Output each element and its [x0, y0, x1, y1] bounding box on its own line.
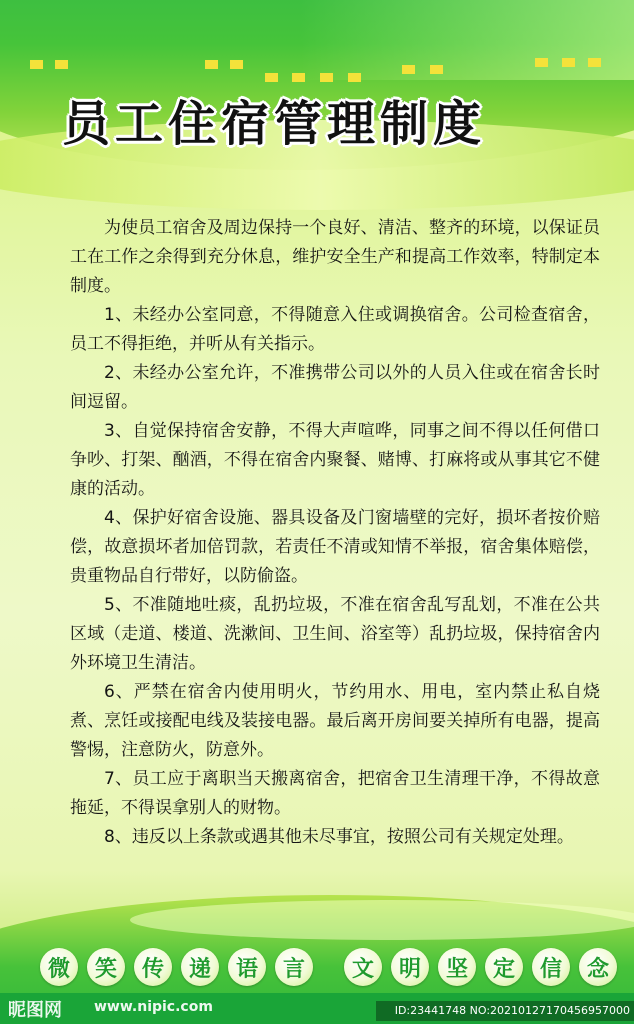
- slogan-char: 定: [485, 948, 523, 986]
- slogan-char: 言: [275, 948, 313, 986]
- deco-square: [348, 73, 361, 82]
- rule-paragraph: 4、保护好宿舍设施、器具设备及门窗墙壁的完好，损坏者按价赔偿，故意损坏者加倍罚款，若责任不清或知情不举报，宿舍集体赔偿，贵重物品自行带好，以防偷盗。: [70, 508, 600, 586]
- deco-square: [588, 58, 601, 67]
- deco-square: [30, 60, 43, 69]
- page-title: 员工住宿管理制度: [62, 96, 487, 152]
- deco-square: [430, 65, 443, 74]
- slogan-char: 语: [228, 948, 266, 986]
- deco-square: [535, 58, 548, 67]
- rule-paragraph: 1、未经办公室同意，不得随意入住或调换宿舍。公司检查宿舍，员工不得拒绝，并听从有关指示。: [70, 305, 600, 354]
- watermark-id: ID:23441748 NO:20210127170456957000: [376, 1001, 634, 1021]
- decorative-squares: [30, 55, 630, 95]
- rule-paragraph: 6、严禁在宿舍内使用明火，节约用水、用电，室内禁止私自烧煮、烹饪或接配电线及装接电器。最后离开房间要关掉所有电器，提高警惕，注意防火，防意外。: [70, 682, 600, 760]
- slogan-char: 文: [344, 948, 382, 986]
- watermark-url: www.nipic.com: [94, 999, 213, 1015]
- slogan-char: 传: [134, 948, 172, 986]
- slogan-char: 微: [40, 948, 78, 986]
- slogan-char: 明: [391, 948, 429, 986]
- slogan-char: 递: [181, 948, 219, 986]
- rules-body: [70, 214, 600, 852]
- slogan-char: 坚: [438, 948, 476, 986]
- rule-paragraph: 3、自觉保持宿舍安静，不得大声喧哗，同事之间不得以任何借口争吵、打架、酗酒，不得在宿舍内聚餐、赌博、打麻将或从事其它不健康的活动。: [70, 421, 600, 499]
- deco-square: [292, 73, 305, 82]
- deco-square: [205, 60, 218, 69]
- rule-paragraph: 2、未经办公室允许，不准携带公司以外的人员入住或在宿舍长时间逗留。: [70, 363, 600, 412]
- slogan-row: [0, 948, 634, 992]
- deco-square: [230, 60, 243, 69]
- bottom-light-glow: [130, 900, 634, 940]
- deco-square: [562, 58, 575, 67]
- deco-square: [55, 60, 68, 69]
- deco-square: [402, 65, 415, 74]
- rule-paragraph: 7、员工应于离职当天搬离宿舍，把宿舍卫生清理干净，不得故意拖延，不得误拿别人的财物。: [70, 769, 600, 818]
- rule-paragraph: 8、违反以上条款或遇其他未尽事宜，按照公司有关规定处理。: [104, 827, 574, 847]
- intro-paragraph: 为使员工宿舍及周边保持一个良好、清洁、整齐的环境，以保证员工在工作之余得到充分休息，维护安全生产和提高工作效率，特制定本制度。: [70, 218, 600, 296]
- slogan-char: 信: [532, 948, 570, 986]
- slogan-char: 念: [579, 948, 617, 986]
- deco-square: [265, 73, 278, 82]
- watermark-logo: 昵图网: [8, 1000, 62, 1021]
- rule-paragraph: 5、不准随地吐痰，乱扔垃圾，不准在宿舍乱写乱划，不准在公共区域（走道、楼道、洗漱间、卫生间、浴室等）乱扔垃圾，保持宿舍内外环境卫生清洁。: [70, 595, 600, 673]
- slogan-char: 笑: [87, 948, 125, 986]
- deco-square: [320, 73, 333, 82]
